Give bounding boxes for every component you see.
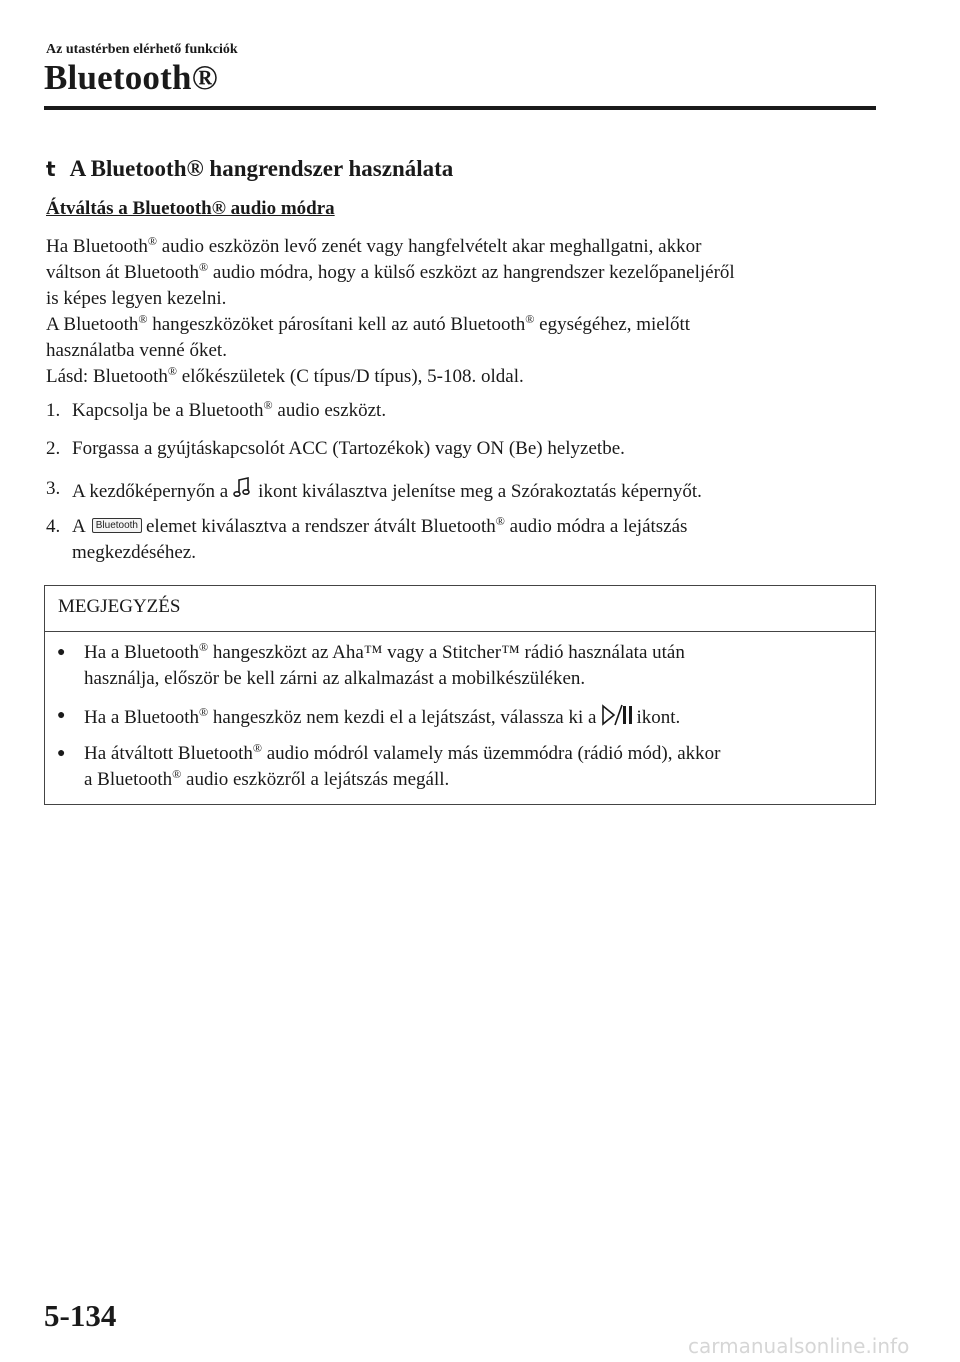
section-marker: t	[46, 157, 56, 181]
step-4: 4. A Bluetooth elemet kiválasztva a rendszer átvált Bluetooth® audio módra a lejátszás megkezdéséhez.	[46, 514, 688, 563]
intro-paragraph-1: Ha Bluetooth® audio eszközön levő zenét vagy hangfelvételt akar meghallgatni, akkor váltson át Bluetooth® audio módra, hogy a külső eszközt az hangrendszer kezelőpaneljéről is képes legyen kezelni.	[46, 234, 735, 309]
music-note-icon	[232, 476, 252, 500]
step-1: 1. Kapcsolja be a Bluetooth® audio eszközt.	[46, 398, 387, 421]
bluetooth-button: Bluetooth	[92, 518, 142, 533]
chapter-title: Bluetooth®	[44, 58, 218, 97]
step-2: 2. Forgassa a gyújtáskapcsolót ACC (Tartozékok) vagy ON (Be) helyzetbe.	[46, 438, 625, 459]
section-label: Az utastérben elérhető funkciók	[46, 42, 238, 57]
note-title: MEGJEGYZÉS	[58, 596, 181, 617]
note-item-3: ● Ha átváltott Bluetooth® audio módról valamely más üzemmódra (rádió mód), akkor a Bluetooth® audio eszközről a lejátszás megáll.	[57, 741, 721, 790]
section-heading-text: A Bluetooth® hangrendszer használata	[69, 156, 454, 181]
page-number: 5-134	[44, 1298, 117, 1333]
intro-paragraph-3: Lásd: Bluetooth® előkészületek (C típus/D típus), 5-108. oldal.	[46, 364, 524, 387]
note-item-1: ● Ha a Bluetooth® hangeszközt az Aha™ vagy a Stitcher™ rádió használata után használja, először be kell zárni az alkalmazást a mobilkészüléken.	[57, 640, 685, 689]
note-box	[44, 585, 876, 805]
subheading: Átváltás a Bluetooth® audio módra	[46, 198, 335, 219]
section-heading	[46, 156, 453, 182]
note-divider	[45, 631, 875, 632]
step-3: 3. A kezdőképernyőn a ikont kiválasztva jelenítse meg a Szórakoztatás képernyőt.	[46, 478, 702, 502]
note-item-2: ● Ha a Bluetooth® hangeszköz nem kezdi el a lejátszást, válassza ki a ikont.	[57, 705, 681, 728]
intro-paragraph-2: A Bluetooth® hangeszközöket párosítani kell az autó Bluetooth® egységéhez, mielőtt használatba venné őket.	[46, 312, 691, 361]
play-pause-icon	[600, 703, 634, 727]
watermark: carmanualsonline.info	[688, 1334, 910, 1358]
header-divider	[44, 106, 876, 110]
